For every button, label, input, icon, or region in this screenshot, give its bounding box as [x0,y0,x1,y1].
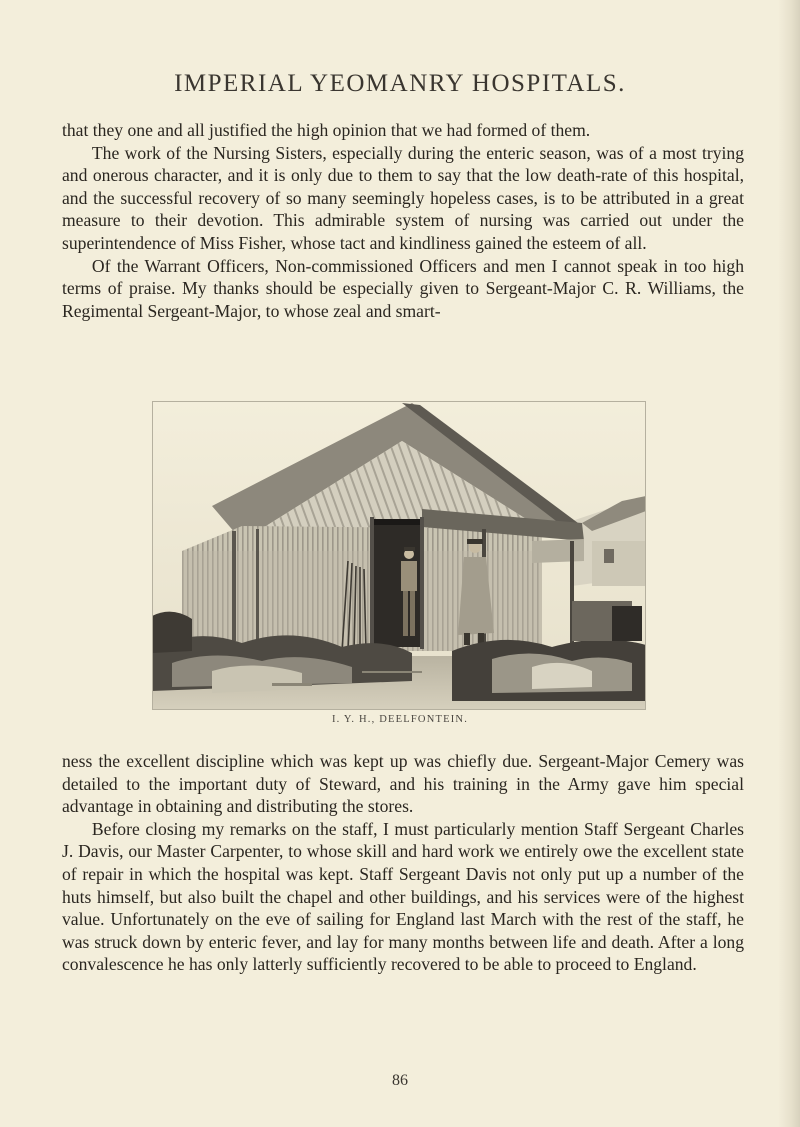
photo-caption: I. Y. H., DEELFONTEIN. [331,714,469,725]
page-edge-shadow [778,0,800,1127]
photo-hospital-hut [152,401,646,710]
paragraph: Before closing my remarks on the staff, I must particularly mention Staff Sergeant Charles J. Davis, our Master Carpenter, to whose skill and hard work we entirely owe the excellent state of repair in which the hospital was kept. Staff Sergeant Davis not only put up a number of the huts himself, but also built the chapel and other buildings, and his services were of the highest value. Unfortunately on the eve of sailing for England last March with the rest of the staff, he was struck down by enteric fever, and lay for many months between life and death. After a long convalescence he has only latterly sufficiently recovered to be able to proceed to England. [62,818,744,975]
paragraph: The work of the Nursing Sisters, especially during the enteric season, was of a most trying and onerous character, and it is only due to them to say that the low death-rate of this hospital, and the successful recovery of so many seemingly hopeless cases, is to be attributed in a great measure to their devotion. This admirable system of nursing was carried out under the superintendence of Miss Fisher, whose tact and kindliness gained the esteem of all. [62,142,744,253]
page-number: 86 [392,1072,408,1089]
paragraph: ness the excellent discipline which was kept up was chiefly due. Sergeant-Major Cemery was detailed to the important duty of Steward, and his training in the Army gave him special advantage in obtaining and distributing the stores. [62,751,744,817]
paragraph: that they one and all justified the high opinion that we had formed of them. [62,120,591,140]
text-block-top [62,119,744,322]
paragraph: Of the Warrant Officers, Non-commissioned Officers and men I cannot speak in too high terms of praise. My thanks should be especially given to Sergeant-Major C. R. Williams, the Regimental Sergeant-Major, to whose zeal and smart- [62,255,744,321]
running-head: IMPERIAL YEOMANRY HOSPITALS. [174,70,626,97]
text-block-bottom [62,750,744,976]
